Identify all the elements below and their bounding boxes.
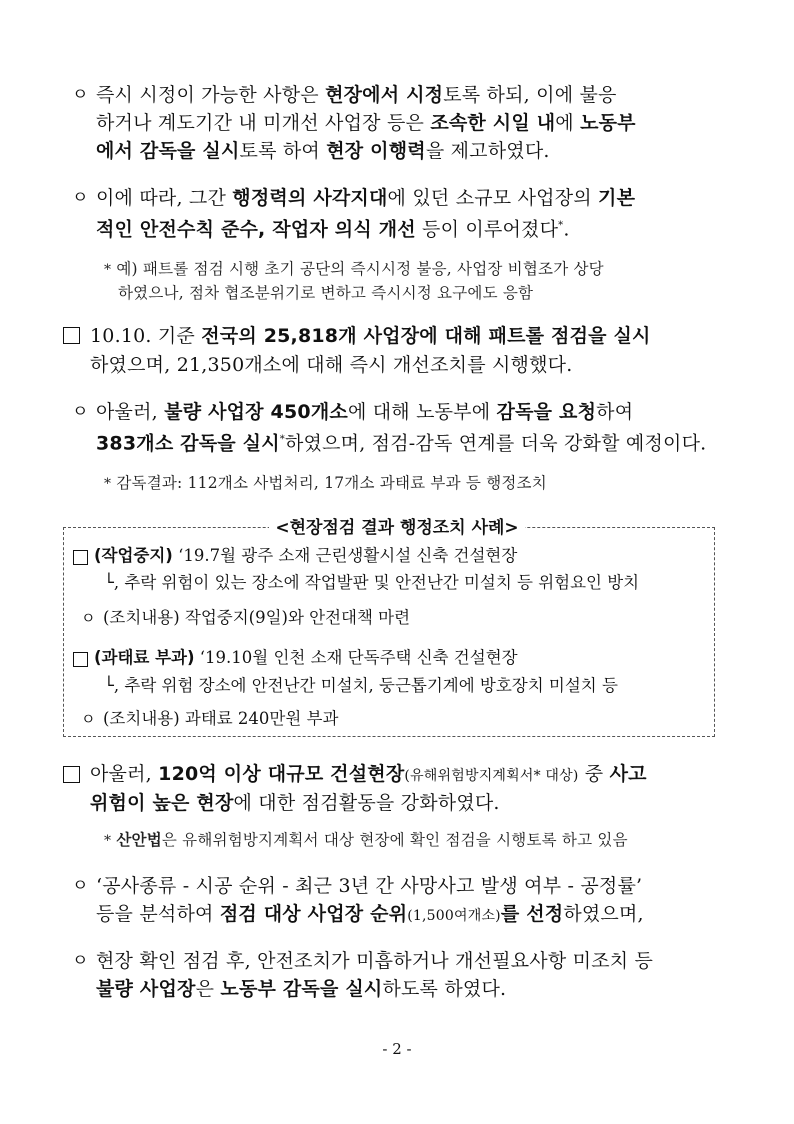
text: ‘19.10월 인천 소재 단독주택 신축 건설현장 [194,648,518,667]
emphasis-text: 현장에서 시정 [325,84,444,106]
emphasis-text: 적인 안전수칙 준수, 작업자 의식 개선 [96,218,416,241]
case-detail: └, 추락 위험이 있는 장소에 작업발판 및 안전난간 미설치 등 위험요인 방치 [104,573,640,592]
paragraph-line [96,425,706,458]
case-label: (작업중지) [94,546,173,565]
paragraph-line [96,397,633,427]
paragraph-line [90,321,651,351]
text: 하도록 하였다. [382,978,507,1000]
emphasis-text: 사고 [609,763,647,785]
emphasis-text: 위험이 높은 현장 [90,792,234,814]
footnote-line [104,257,604,282]
emphasis-text: 현장 이행력 [326,140,426,162]
emphasis-text: 불량 사업장 450개소 [164,401,348,423]
text: 이에 따라, 그간 [96,187,233,209]
text: 등이 이루어졌다 [415,218,559,241]
text: 에 대한 점검활동을 강화하였다. [233,792,500,814]
paragraph-line [96,136,550,166]
emphasis-text: 383개소 감독을 실시 [96,432,280,455]
text: 을 제고하였다. [425,140,550,162]
text: 하였으며, 점검-감독 연계를 더욱 강화할 예정이다. [284,432,707,455]
emphasis-text: 에서 감독을 실시 [96,140,240,162]
paragraph-line [90,788,500,818]
text: 하거나 계도기간 내 미개선 사업장 등은 [96,112,431,134]
emphasis-text: 감독을 요청 [496,401,597,423]
footnote-star: * [558,220,564,231]
checkbox-square-icon [63,766,80,783]
text: 토록 하여 [239,140,327,162]
paragraph-line [96,183,635,213]
footnote-line: 하였으나, 점차 협조분위기로 변하고 즉시시정 요구에도 응함 [118,284,534,302]
text: 아울러, [90,763,159,785]
text-small: (1,500여개소) [407,908,501,924]
emphasis-text: 를 선정 [500,903,564,925]
emphasis-text: 전국의 25,818개 사업장에 대해 패트롤 점검을 실시 [201,325,651,347]
bullet-circle: ㅇ [72,188,89,208]
text: 등을 분석하여 [96,903,220,925]
case-heading [94,542,517,570]
paragraph-line [96,974,506,1004]
text: 에 있던 소규모 사업장의 [387,187,599,209]
case-detail: └, 추락 위험 장소에 안전난간 미설치, 둥근톱기계에 방호장치 미설치 등 [104,676,618,695]
text: 에 [555,112,581,134]
emphasis-text: 120억 이상 대규모 건설현장 [158,763,405,785]
footnote-star: * [279,434,285,445]
text: 토록 하되, 이에 불응 [443,84,617,106]
text: 10.10. 기준 [90,325,202,347]
page-number: - 2 - [382,1040,412,1058]
bullet-circle: ㅇ [72,402,89,422]
case-heading [94,644,518,672]
text: ‘19.7월 광주 소재 근린생활시설 신축 건설현장 [172,546,518,565]
emphasis-text: 기본 [598,187,636,209]
text: 하였으며, [563,903,644,925]
emphasis-text: 행정력의 사각지대 [232,187,388,209]
case-action: (조치내용) 과태료 240만원 부과 [103,709,339,728]
text: 아울러, [96,401,165,423]
paragraph-line: ‘공사종류 - 시공 순위 - 최근 3년 간 사망사고 발생 여부 - 공정률’ [96,875,643,897]
panel-title-text: <현장점검 결과 행정조치 사례> [269,518,524,538]
text: 중 [578,763,610,785]
emphasis-text: 불량 사업장 [96,978,196,1000]
bullet-circle: ㅇ [72,951,89,971]
footnote-mark: * [104,262,112,278]
bullet-circle: ㅇ [81,710,96,728]
bullet-circle: ㅇ [72,85,89,105]
text: 감독결과: 112개소 사법처리, 17개소 과태료 부과 등 행정조치 [116,474,547,492]
paragraph-line [96,899,644,931]
text: 즉시 시정이 가능한 사항은 [96,84,326,106]
text: 예) 패트롤 점검 시행 초기 공단의 즉시시정 불응, 사업장 비협조가 상당 [116,260,604,278]
footnote-mark: * [104,833,112,849]
footnote-line [104,471,547,496]
footnote-line [104,828,628,853]
case-label: (과태료 부과) [94,648,195,667]
paragraph-line: 하였으며, 21,350개소에 대해 즉시 개선조치를 시행했다. [90,354,573,376]
text: 하여 [596,401,634,423]
checkbox-square-icon [73,550,88,565]
paragraph-line [96,80,617,110]
footnote-mark: * [104,476,112,492]
text: . [563,218,570,241]
paragraph-line [90,759,647,791]
bullet-circle: ㅇ [72,876,89,896]
checkbox-square-icon [63,327,80,344]
paragraph-line [96,108,636,138]
paragraph-line: 현장 확인 점검 후, 안전조치가 미흡하거나 개선필요사항 미조치 등 [96,950,654,972]
paragraph-line [96,211,570,244]
text-small: (유해위험방지계획서* 대상) [404,768,579,784]
emphasis-text: 산안법 [116,831,162,849]
bullet-circle: ㅇ [81,609,96,627]
panel-title [0,514,794,542]
text: 은 유해위험방지계획서 대상 현장에 확인 점검을 시행토록 하고 있음 [161,831,628,849]
text: 에 대해 노동부에 [347,401,497,423]
case-action: (조치내용) 작업중지(9일)와 안전대책 마련 [103,608,411,627]
emphasis-text: 조속한 시일 내 [430,112,556,134]
emphasis-text: 점검 대상 사업장 순위 [219,903,408,925]
checkbox-square-icon [73,652,88,667]
emphasis-text: 노동부 [580,112,636,134]
text: 은 [195,978,221,1000]
emphasis-text: 노동부 감독을 실시 [220,978,383,1000]
